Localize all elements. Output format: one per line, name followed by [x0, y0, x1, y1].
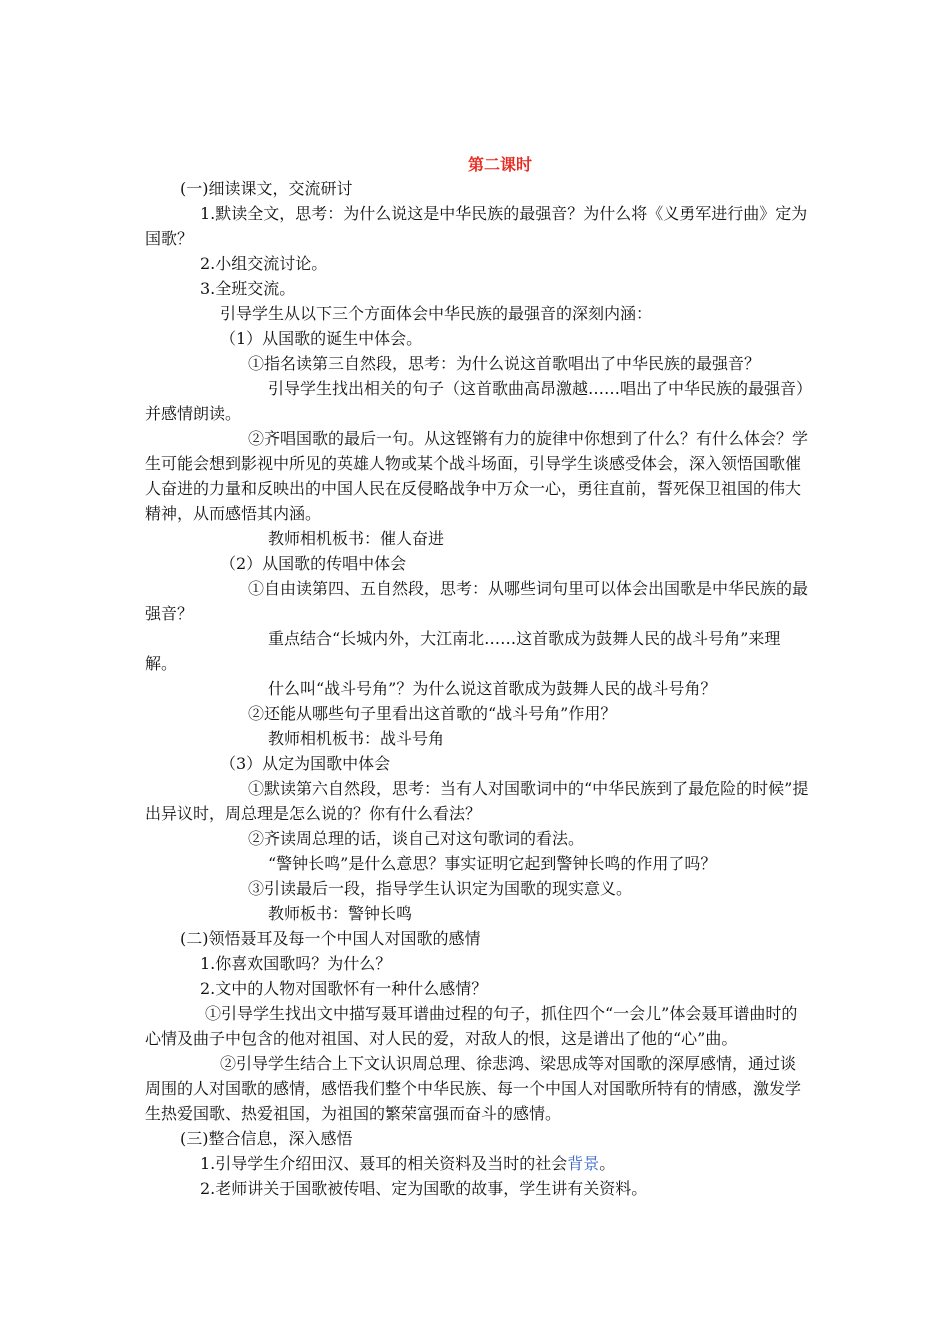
paragraph: ①自由读第四、五自然段，思考：从哪些词句里可以体会出国歌是中华民族的最强音？ — [145, 579, 809, 623]
paragraph: 1.你喜欢国歌吗？为什么？ — [200, 954, 392, 973]
paragraph: 重点结合“长城内外，大江南北……这首歌成为鼓舞人民的战斗号角”来理解。 — [145, 629, 781, 673]
paragraph: ①指名读第三自然段，思考：为什么说这首歌唱出了中华民族的最强音？ — [248, 354, 761, 373]
paragraph: 3.全班交流。 — [200, 279, 296, 298]
board-note: 教师相机板书：催人奋进 — [268, 529, 445, 548]
lesson-title: 第二课时 — [467, 155, 532, 174]
paragraph: 2.小组交流讨论。 — [200, 254, 328, 273]
document-body — [145, 176, 809, 1201]
board-note: 教师相机板书：战斗号角 — [268, 729, 445, 748]
paragraph: ②还能从哪些句子里看出这首歌的“战斗号角”作用？ — [248, 704, 617, 723]
paragraph: ②引导学生结合上下文认识周总理、徐悲鸿、梁思成等对国歌的深厚感情，通过谈周围的人对国歌的感情，感悟我们整个中华民族、每一个中国人对国歌所特有的情感，激发学生热爱国歌、热爱祖国，为祖国的繁荣富强而奋斗的感情。 — [145, 1054, 802, 1123]
subsection-heading: （2）从国歌的传唱中体会 — [220, 554, 407, 573]
board-note: 教师板书：警钟长鸣 — [268, 904, 413, 923]
paragraph-text: 1.引导学生介绍田汉、聂耳的相关资料及当时的社会 — [200, 1154, 568, 1173]
section-heading-1: (一)细读课文，交流研讨 — [180, 179, 353, 198]
paragraph: ②齐唱国歌的最后一句。从这铿锵有力的旋律中你想到了什么？有什么体会？学生可能会想到影视中所见的英雄人物或某个战斗场面，引导学生谈感受体会，深入领悟国歌催人奋进的力量和反映出的中国人民在反侵略战争中万众一心，勇往直前，誓死保卫祖国的伟大精神，从而感悟其内涵。 — [145, 429, 809, 523]
paragraph: ①引导学生找出文中描写聂耳谱曲过程的句子，抓住四个“一会儿”体会聂耳谱曲时的心情及曲子中包含的他对祖国、对人民的爱，对敌人的恨，这是谱出了他的“心”曲。 — [145, 1004, 798, 1048]
subsection-heading: （1）从国歌的诞生中体会。 — [220, 329, 423, 348]
subsection-heading: （3）从定为国歌中体会 — [220, 754, 391, 773]
paragraph: 引导学生从以下三个方面体会中华民族的最强音的深刻内涵： — [220, 304, 653, 323]
background-link[interactable]: 背景 — [567, 1154, 600, 1173]
paragraph: ②齐读周总理的话，谈自己对这句歌词的看法。 — [248, 829, 585, 848]
paragraph: ③引读最后一段，指导学生认识定为国歌的现实意义。 — [248, 879, 633, 898]
section-heading-2: (二)领悟聂耳及每一个中国人对国歌的感情 — [180, 929, 481, 948]
paragraph-text: 。 — [599, 1154, 616, 1173]
paragraph: 什么叫“战斗号角”？为什么说这首歌成为鼓舞人民的战斗号角？ — [268, 679, 717, 698]
paragraph: 1.默读全文，思考：为什么说这是中华民族的最强音？为什么将《义勇军进行曲》定为国歌？ — [145, 204, 808, 248]
paragraph: 2.老师讲关于国歌被传唱、定为国歌的故事，学生讲有关资料。 — [200, 1179, 648, 1198]
paragraph: 2.文中的人物对国歌怀有一种什么感情？ — [200, 979, 488, 998]
section-heading-3: (三)整合信息，深入感悟 — [180, 1129, 353, 1148]
paragraph: “警钟长鸣”是什么意思？事实证明它起到警钟长鸣的作用了吗？ — [268, 854, 717, 873]
paragraph: ①默读第六自然段，思考：当有人对国歌词中的“中华民族到了最危险的时候”提出异议时，周总理是怎么说的？你有什么看法？ — [145, 779, 809, 823]
paragraph: 引导学生找出相关的句子（这首歌曲高昂激越……唱出了中华民族的最强音）并感情朗读。 — [145, 379, 805, 423]
paragraph — [145, 1151, 809, 1176]
